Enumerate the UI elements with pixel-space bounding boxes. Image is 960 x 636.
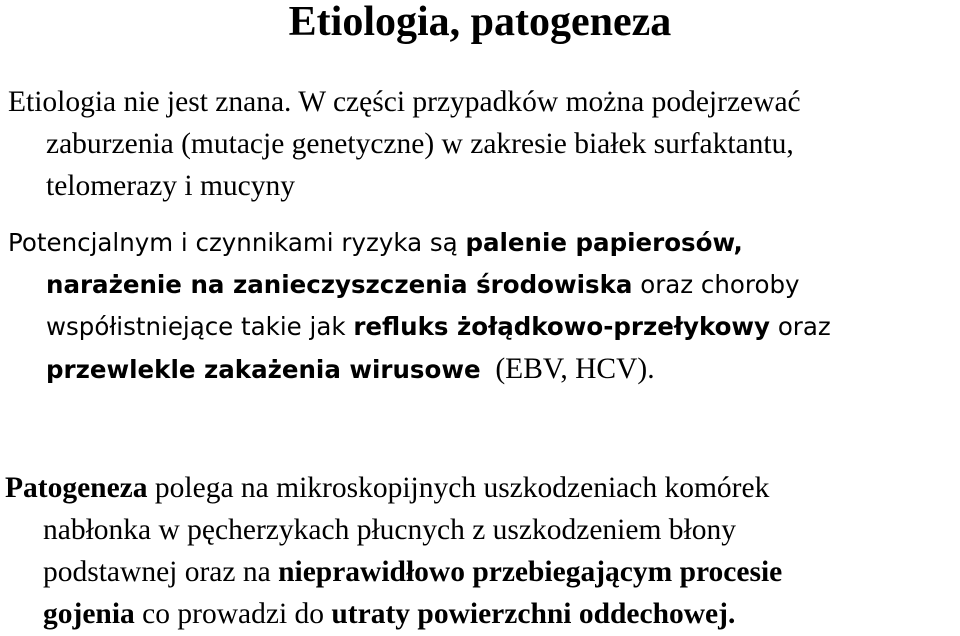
pathogenesis-line-1 bbox=[5, 467, 782, 509]
risk-emphasis: narażenie na zanieczyszczenia środowiska bbox=[46, 270, 633, 299]
risk-text: oraz choroby bbox=[632, 270, 800, 299]
etiology-line-2: zaburzenia (mutacje genetyczne) w zakresie białek surfaktantu, bbox=[46, 128, 794, 160]
etiology-paragraph bbox=[8, 81, 801, 207]
pathogenesis-line-4 bbox=[5, 593, 782, 635]
risk-emphasis: przewlekle zakażenia wirusowe bbox=[46, 355, 481, 384]
risk-line-2 bbox=[8, 264, 831, 306]
risk-emphasis: refluks żołądkowo-przełykowy bbox=[353, 312, 771, 341]
slide-title: Etiologia, patogeneza bbox=[288, 0, 672, 45]
risk-emphasis: palenie papierosów, bbox=[465, 228, 743, 257]
pathogenesis-text: polega na mikroskopijnych uszkodzeniach komórek bbox=[147, 472, 770, 504]
risk-text: współistniejące takie jak bbox=[46, 312, 354, 341]
pathogenesis-line-3 bbox=[5, 551, 782, 593]
risk-line-3 bbox=[8, 306, 831, 348]
risk-line-4 bbox=[8, 348, 831, 391]
pathogenesis-paragraph bbox=[5, 467, 782, 635]
pathogenesis-text: co prowadzi do bbox=[134, 598, 332, 630]
risk-text: oraz bbox=[770, 312, 831, 341]
etiology-line-1: Etiologia nie jest znana. W części przypadków można podejrzewać bbox=[8, 86, 801, 118]
pathogenesis-emphasis: nieprawidłowo przebiegającym procesie bbox=[278, 556, 783, 588]
risk-text: Potencjalnym i czynnikami ryzyka są bbox=[8, 228, 466, 257]
pathogenesis-emphasis: gojenia bbox=[43, 598, 135, 630]
risk-line-1 bbox=[8, 222, 831, 264]
risk-text: (EBV, HCV). bbox=[480, 353, 655, 385]
risk-factors-paragraph bbox=[8, 222, 831, 391]
pathogenesis-emphasis: utraty powierzchni oddechowej. bbox=[331, 598, 736, 630]
etiology-line-3: telomerazy i mucyny bbox=[46, 170, 296, 202]
pathogenesis-line-2: nabłonka w pęcherzykach płucnych z uszkodzeniem błony bbox=[43, 514, 736, 546]
pathogenesis-emphasis: Patogeneza bbox=[5, 472, 148, 504]
pathogenesis-text: podstawnej oraz na bbox=[43, 556, 279, 588]
